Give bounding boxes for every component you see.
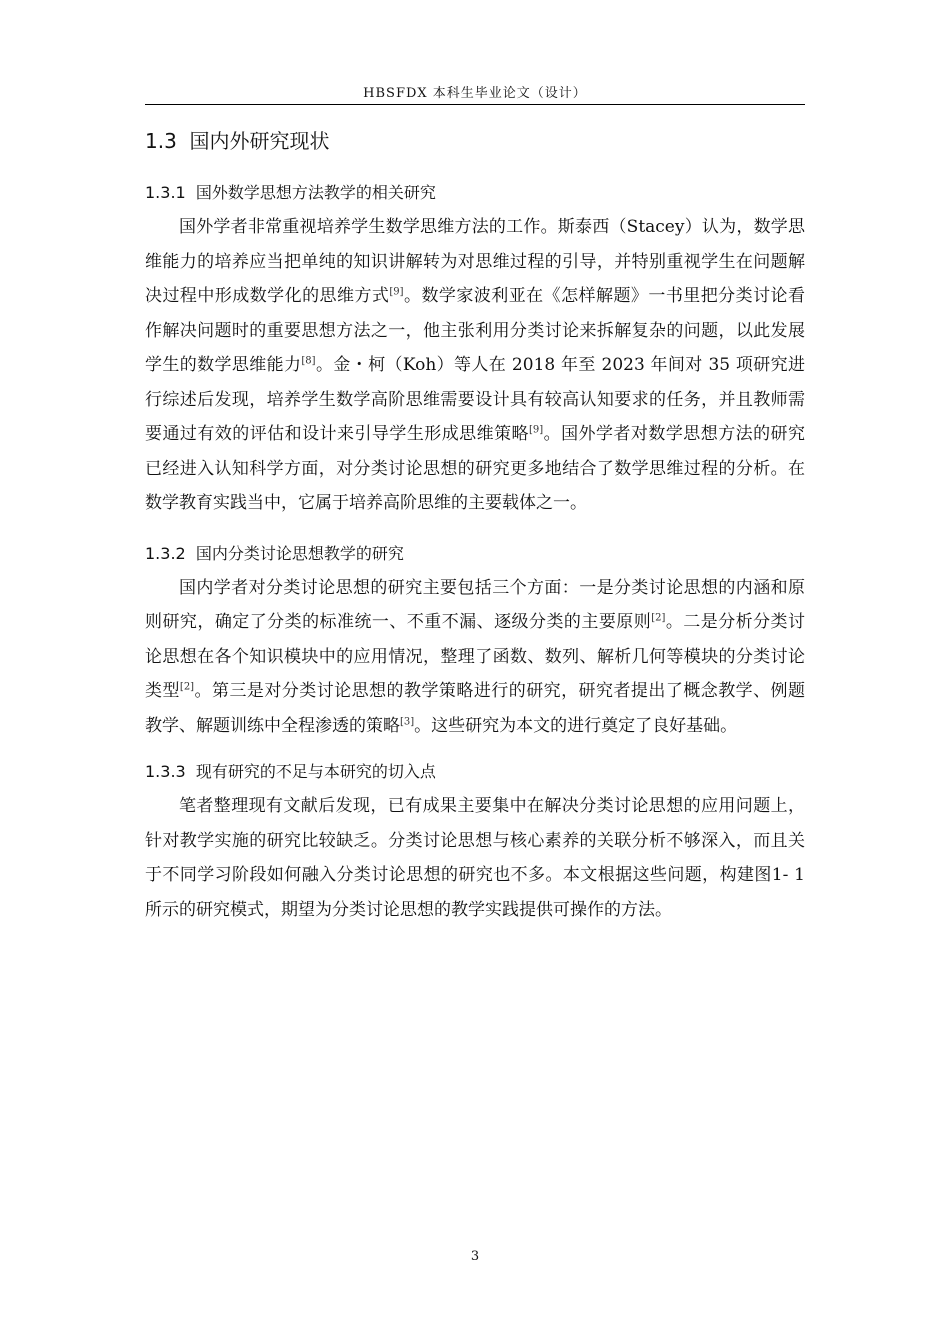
paragraph-domestic-research xyxy=(145,571,805,744)
citation-ref: [2] xyxy=(179,681,195,693)
page-header xyxy=(145,84,805,105)
text-segment: 。这些研究为本文的进行奠定了良好基础。 xyxy=(414,715,738,736)
page-content xyxy=(145,122,805,927)
text-segment: 国外学者非常重视培养学生数学思维方法的工作。斯泰西（Stacey）认为，数学思维能力的培养应当把单纯的知识讲解转为对思维过程的引导，并特别重视学生在问题解决过程中形成数学化的思维方式 xyxy=(145,217,805,306)
subsection-title: 现有研究的不足与本研究的切入点 xyxy=(195,762,436,781)
section-number: 1.3 xyxy=(145,129,177,153)
paragraph-research-gap xyxy=(145,789,805,927)
subsection-number: 1.3.2 xyxy=(145,543,186,563)
text-segment: 。金・柯（Koh）等人在 2018 年至 2023 年间对 35 项研究进行综述后发现，培养学生数学高阶思维需要设计具有较高认知要求的任务，并且教师需要通过有效的评估和设计来引导学生形成思维策略 xyxy=(145,355,806,444)
citation-ref: [8] xyxy=(301,355,316,367)
citation-ref: [9] xyxy=(389,286,404,298)
text-segment: 国内学者对分类讨论思想的研究主要包括三个方面：一是分类讨论思想的内涵和原则研究，确定了分类的标准统一、不重不漏、逐级分类的主要原则 xyxy=(145,577,805,632)
text-segment: 。二是分析分类讨论思想在各个知识模块中的应用情况，整理了函数、数列、解析几何等模块的分类讨论类型 xyxy=(145,612,806,701)
subsection-title: 国外数学思想方法教学的相关研究 xyxy=(195,183,436,202)
text-segment: 。数学家波利亚在《怎样解题》一书里把分类讨论看作解决问题时的重要思想方法之一，他主张利用分类讨论来拆解复杂的问题，以此发展学生的数学思维能力 xyxy=(145,286,806,375)
subsection-heading-1 xyxy=(145,176,805,210)
subsection-title: 国内分类讨论思想教学的研究 xyxy=(195,543,404,563)
subsection-heading-3 xyxy=(145,755,805,789)
citation-ref: [2] xyxy=(651,612,666,624)
subsection-heading-2 xyxy=(145,537,805,571)
section-title: 国内外研究现状 xyxy=(189,129,330,153)
header-title: HBSFDX 本科生毕业论文（设计） xyxy=(363,86,587,101)
text-segment: 。国外学者对数学思想方法的研究已经进入认知科学方面，对分类讨论思想的研究更多地结合了数学思维过程的分析。在数学教育实践当中，它属于培养高阶思维的主要载体之一。 xyxy=(145,424,806,513)
text-segment: 。第三是对分类讨论思想的教学策略进行的研究，研究者提出了概念教学、例题教学、解题训练中全程渗透的策略 xyxy=(145,681,806,736)
text-segment: 笔者整理现有文献后发现，已有成果主要集中在解决分类讨论思想的应用问题上，针对教学实施的研究比较缺乏。分类讨论思想与核心素养的关联分析不够深入，而且关于不同学习阶段如何融入分类讨论思想的研究也不多。本文根据这些问题，构建图1- 1所示的研究模式，期望为分类讨论思想的教学实践提供可操作的方法。 xyxy=(145,796,805,920)
subsection-number: 1.3.3 xyxy=(145,762,186,781)
page-number: 3 xyxy=(470,1249,480,1264)
citation-ref: [3] xyxy=(400,715,415,727)
subsection-number: 1.3.1 xyxy=(145,183,186,202)
section-heading xyxy=(145,122,805,160)
citation-ref: [9] xyxy=(529,424,544,436)
paragraph-foreign-research xyxy=(145,210,805,521)
